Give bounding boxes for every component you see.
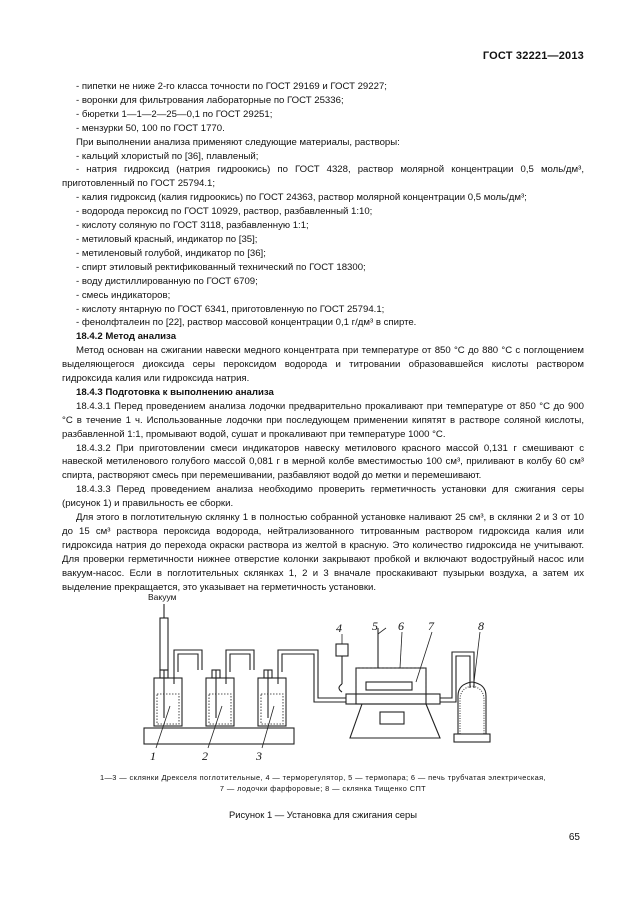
vacuum-label: Вакуум: [148, 592, 177, 602]
list-item: - мензурки 50, 100 по ГОСТ 1770.: [76, 122, 225, 134]
label-2: 2: [202, 749, 208, 760]
list-item: - кальций хлористый по [36], плавленый;: [76, 150, 259, 162]
materials-intro: При выполнении анализа применяют следующие материалы, растворы:: [76, 136, 400, 148]
leader-line: [208, 706, 222, 748]
standard-code-header: ГОСТ 32221—2013: [482, 50, 584, 62]
list-item: - воду дистиллированную по ГОСТ 6709;: [76, 275, 258, 287]
connecting-tube: [440, 652, 474, 698]
list-item: - фенолфталеин по [22], раствор массовой концентрации 0,1 г/дм³ в спирте.: [76, 317, 417, 329]
list-item: - калия гидроксид (калия гидроокись) по ГОСТ 24363, раствор молярной концентрации 0,5 моль/дм³;: [76, 192, 527, 204]
absorber-stand: [144, 728, 294, 744]
label-5: 5: [372, 619, 378, 633]
body-text: [62, 80, 584, 595]
list-item: - кислоту соляную по ГОСТ 3118, разбавленную 1:1;: [76, 220, 309, 232]
leader-line: [156, 706, 170, 748]
paragraph: 18.4.3.1 Перед проведением анализа лодочки предварительно прокаливают при температуре от 850 °С до 900 °С в течение 1 ч. Использованные лодочки при последующем применении кипятят в растворе соляной кислоты, разбавленной 1:1, промывают водой, сушат и прокаливают при температуре 1000 °С.: [62, 400, 584, 440]
paragraph: 18.4.3.2 При приготовлении смеси индикаторов навеску метилового красного массой 0,131 г смешивают с навеской метиленового голубого массой 0,081 г в мерной колбе вместимостью 100 см³, приливают в колбу 60 см³ спирта, растворяют смесь при перемешивании, разбавляют водой до метки и перемешивают.: [62, 442, 584, 482]
leader-line: [474, 632, 480, 682]
list-item: - воронки для фильтрования лабораторные по ГОСТ 25336;: [76, 94, 344, 106]
porcelain-boats: [366, 682, 412, 690]
tishchenko-bottle: [454, 682, 490, 742]
thermoregulator-wire: [339, 684, 342, 692]
list-item: - водорода пероксид по ГОСТ 10929, раствор, разбавленный 1:10;: [76, 206, 373, 218]
paragraph: Для этого в поглотительную склянку 1 в полностью собранной установке наливают 25 см³, в склянки 2 и 3 от 10 до 15 см³ раствора пероксида водорода, нейтрализованного титрованным раствором гидроксида калия или гидроксида натрия до перехода окраски раствора из желтой в красную. Это количество гидроксида не учитывают. Для проверки герметичности нижнее отверстие колонки закрывают пробкой и включают водоструйный насос или вакуум-насос. Если в поглотительных склянках 1, 2 и 3 вначале проскакивают пузырьки воздуха, а затем их выделение прекращается, это указывает на герметичность установки.: [62, 512, 584, 593]
drechsel-bottle-3: [258, 670, 286, 726]
tube-furnace: [346, 668, 440, 738]
connecting-tube: [278, 650, 346, 698]
vacuum-tube: [160, 618, 168, 670]
label-4: 4: [336, 621, 342, 635]
section-heading: 18.4.3 Подготовка к выполнению анализа: [76, 386, 274, 398]
drechsel-bottle-2: [206, 670, 234, 726]
connecting-tube: [230, 654, 250, 672]
label-6: 6: [398, 619, 404, 633]
thermoregulator: [336, 644, 348, 656]
list-item: - метиловый красный, индикатор по [35];: [76, 233, 258, 245]
label-1: 1: [150, 749, 156, 760]
legend-line: 7 — лодочки фарфоровые; 8 — склянка Тищенко СПТ: [219, 784, 427, 793]
paragraph: 18.4.3.3 Перед проведением анализа необходимо проверить герметичность установки для сжигания серы (рисунок 1) и правильность ее сборки.: [62, 484, 584, 510]
connecting-tube: [282, 654, 346, 702]
legend-line: 1—3 — склянки Дрекселя поглотительные, 4 — терморегулятор, 5 — термопара; 6 — печь трубчатая электрическая,: [100, 773, 546, 782]
label-8: 8: [478, 619, 484, 633]
list-item: - смесь индикаторов;: [76, 289, 171, 301]
apparatus-diagram: [140, 588, 540, 760]
list-item: - бюретки 1—1—2—25—0,1 по ГОСТ 29251;: [76, 108, 273, 120]
list-item: - спирт этиловый ректификованный технический по ГОСТ 18300;: [76, 261, 366, 273]
leader-line: [400, 632, 402, 668]
list-item: - кислоту янтарную по ГОСТ 6341, приготовленную по ГОСТ 25794.1;: [76, 303, 385, 315]
leader-line: [416, 632, 432, 682]
figure-legend: [62, 772, 584, 794]
figure-caption: Рисунок 1 — Установка для сжигания серы: [229, 809, 417, 820]
label-3: 3: [256, 749, 262, 760]
leader-line: [378, 628, 386, 634]
list-item: - натрия гидроксид (натрия гидроокись) по ГОСТ 4328, раствор молярной концентрации 0,5 моль/дм³, приготовленный по ГОСТ 25794.1;: [62, 164, 584, 190]
drechsel-bottle-1: [154, 670, 182, 726]
label-7: 7: [428, 619, 434, 633]
section-heading: 18.4.2 Метод анализа: [76, 331, 177, 343]
connecting-tube: [178, 654, 198, 672]
connecting-tube: [440, 656, 470, 702]
list-item: - пипетки не ниже 2-го класса точности по ГОСТ 29169 и ГОСТ 29227;: [76, 81, 387, 92]
list-item: - метиленовый голубой, индикатор по [36];: [76, 247, 266, 259]
page-number: 65: [568, 832, 580, 843]
paragraph: Метод основан на сжигании навески медного концентрата при температуре от 850 °С до 880 °С с поглощением выделяющегося диоксида серы пероксидом водорода и титровании образовавшейся кислоты раствором гидроксида калия или гидроксида натрия.: [62, 345, 584, 385]
apparatus-figure: [140, 588, 540, 760]
